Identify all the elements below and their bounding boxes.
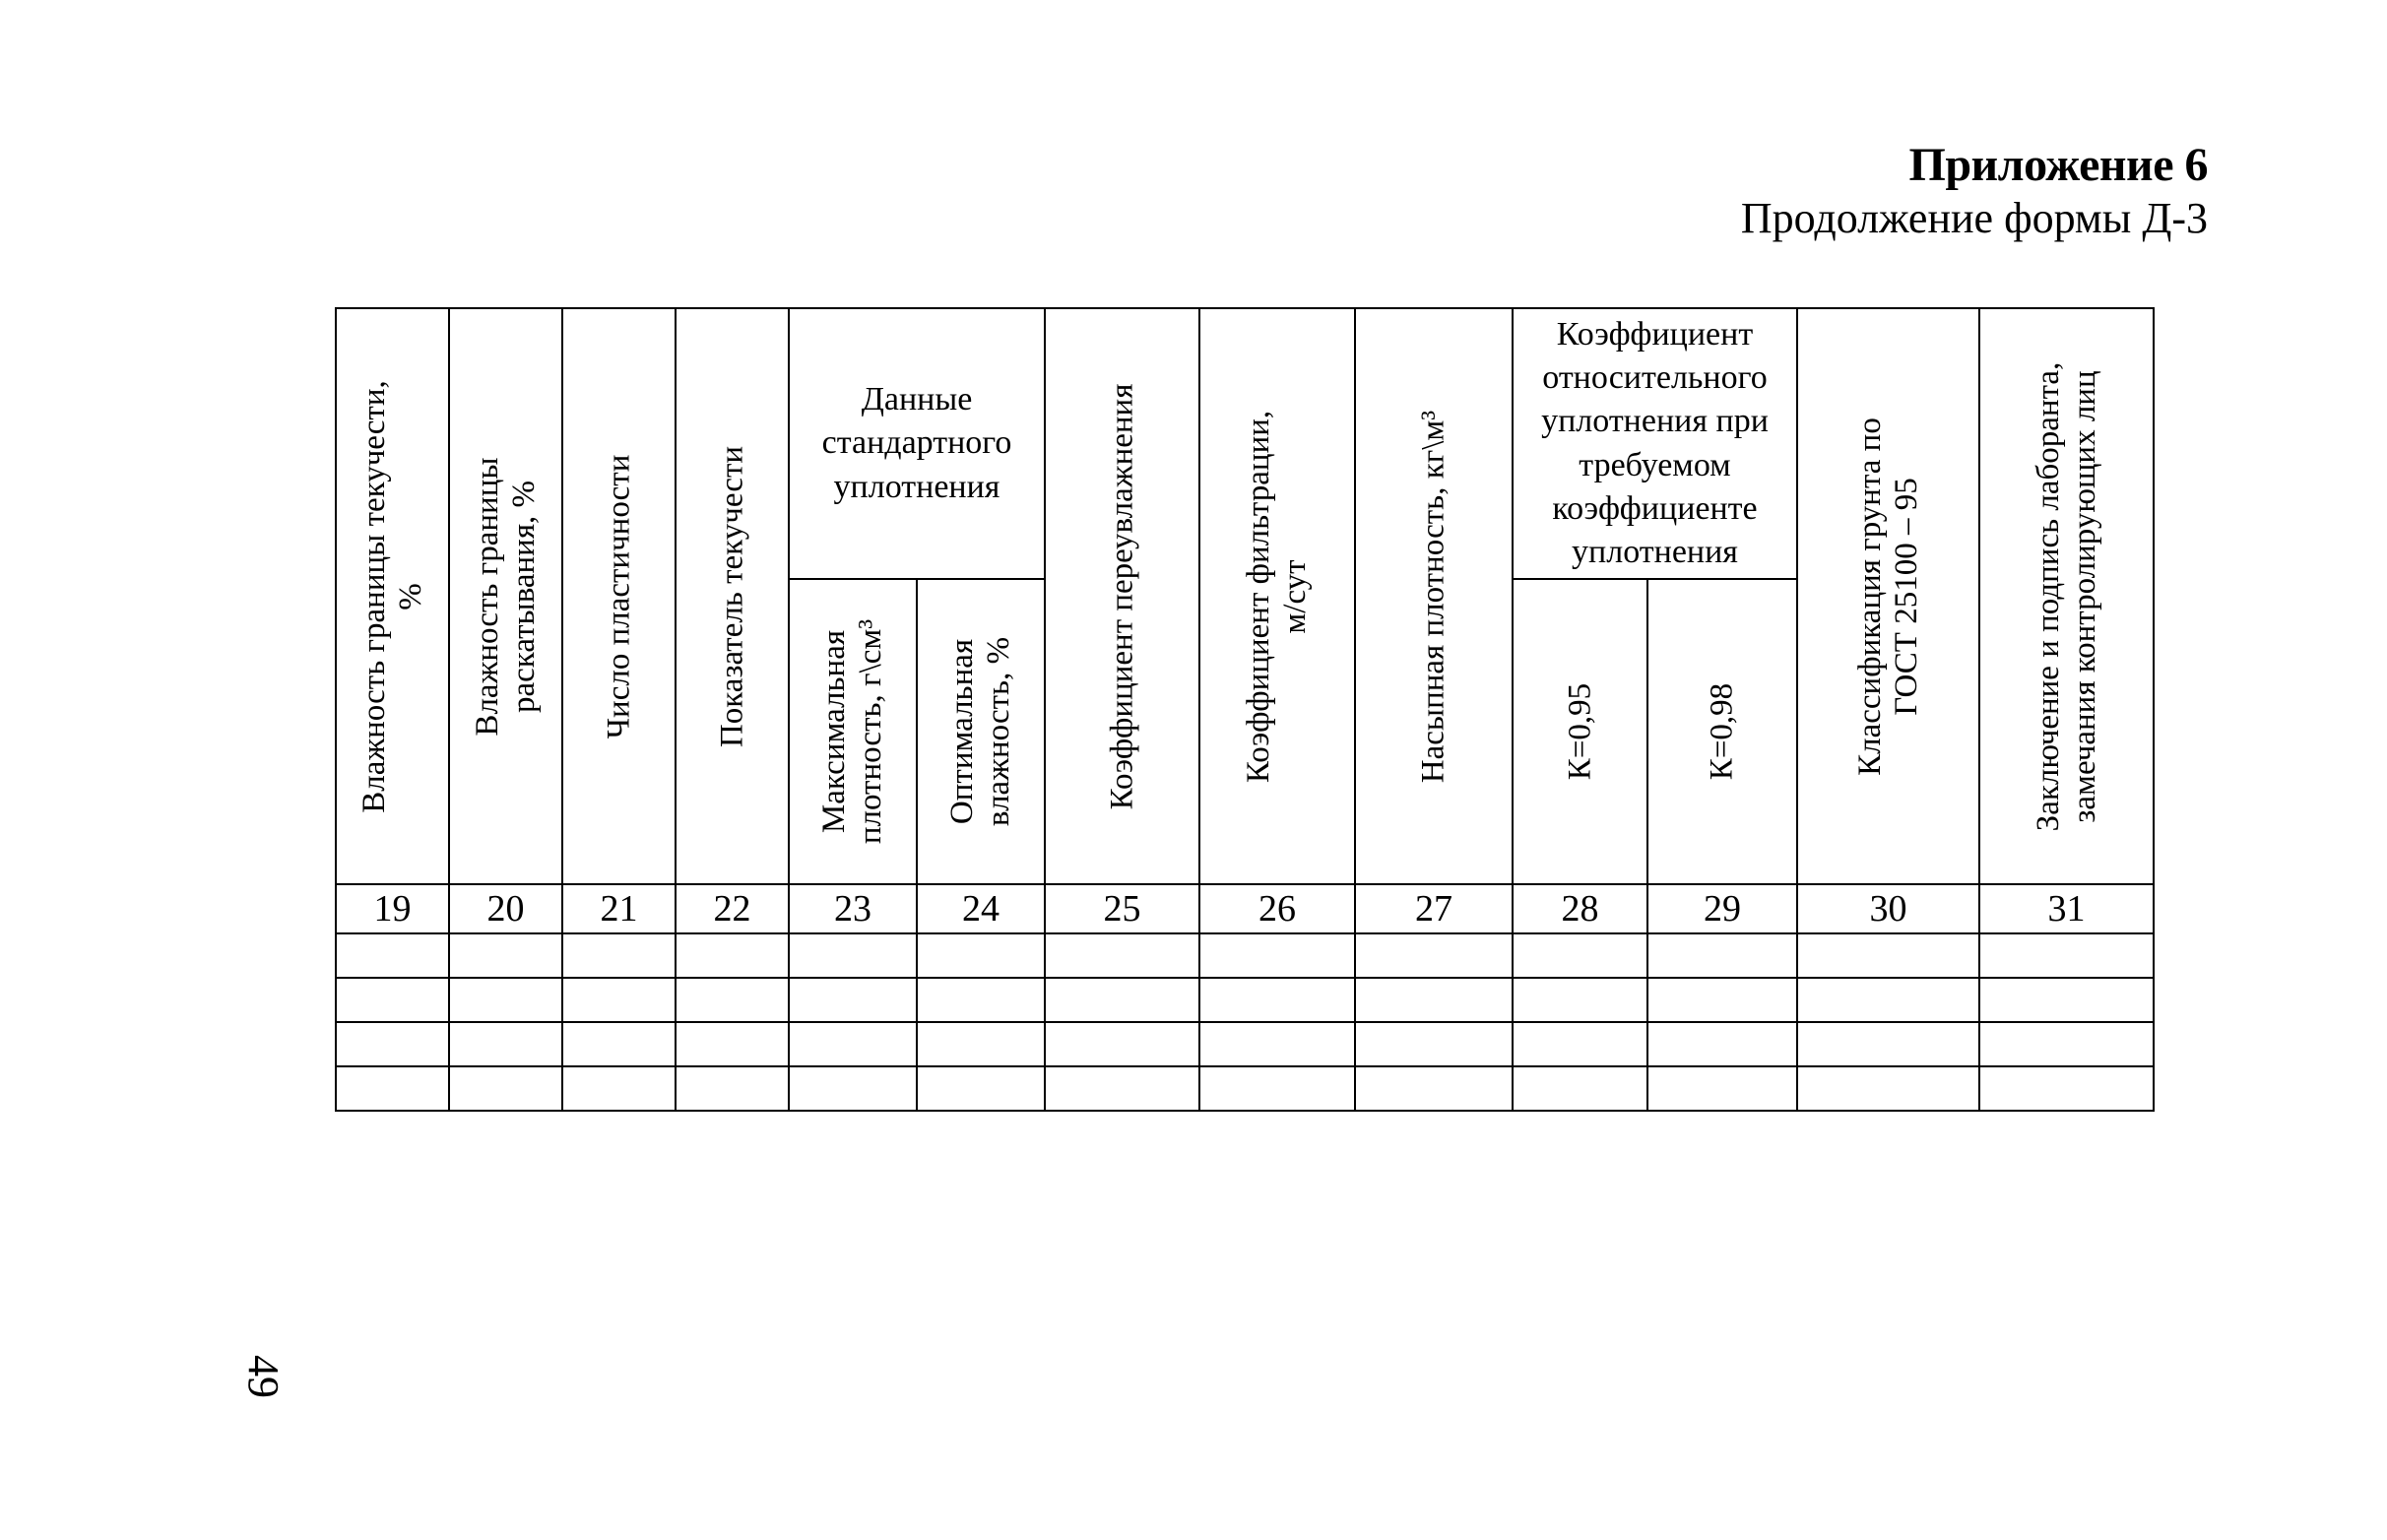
header-label: К=0,95 bbox=[1562, 682, 1598, 781]
table-cell[interactable] bbox=[449, 978, 562, 1022]
column-number: 21 bbox=[562, 884, 676, 933]
table-cell[interactable] bbox=[1045, 933, 1199, 978]
column-number: 19 bbox=[336, 884, 449, 933]
table-row bbox=[336, 933, 2154, 978]
header-cell-liquid-limit bbox=[336, 308, 449, 884]
header-cell-soil-classification bbox=[1797, 308, 1979, 884]
table-cell[interactable] bbox=[1797, 1066, 1979, 1111]
column-number-row bbox=[336, 884, 2154, 933]
column-number: 23 bbox=[789, 884, 917, 933]
column-number: 25 bbox=[1045, 884, 1199, 933]
header-label: Оптимальная влажность, % bbox=[944, 636, 1016, 827]
header-label: Влажность границы раскатывания, % bbox=[469, 456, 542, 737]
header-cell-conclusion-signature bbox=[1979, 308, 2154, 884]
header-label: Влажность границы текучести, % bbox=[355, 379, 428, 813]
column-number: 20 bbox=[449, 884, 562, 933]
table-cell[interactable] bbox=[336, 1066, 449, 1111]
table-cell[interactable] bbox=[789, 933, 917, 978]
table-cell[interactable] bbox=[1199, 933, 1355, 978]
table-cell[interactable] bbox=[449, 1022, 562, 1066]
header-label: К=0,98 bbox=[1704, 682, 1740, 781]
header-cell-k098 bbox=[1647, 579, 1797, 884]
table-cell[interactable] bbox=[1355, 978, 1513, 1022]
table-cell[interactable] bbox=[1199, 1066, 1355, 1111]
table-cell[interactable] bbox=[562, 1066, 676, 1111]
table-cell[interactable] bbox=[1979, 1066, 2154, 1111]
appendix-title: Приложение 6 bbox=[1908, 139, 2208, 191]
group-standard-compaction: Данные стандартного уплотнения bbox=[789, 308, 1045, 579]
table-cell[interactable] bbox=[1513, 933, 1647, 978]
form-d3-table bbox=[335, 307, 2155, 1112]
table-cell[interactable] bbox=[1045, 978, 1199, 1022]
table-cell[interactable] bbox=[1647, 1066, 1797, 1111]
column-number: 24 bbox=[917, 884, 1045, 933]
page-number: 49 bbox=[239, 1355, 288, 1398]
column-number: 30 bbox=[1797, 884, 1979, 933]
header-cell-plastic-limit bbox=[449, 308, 562, 884]
header-cell-filtration-coefficient bbox=[1199, 308, 1355, 884]
header-cell-plasticity-index bbox=[562, 308, 676, 884]
table-cell[interactable] bbox=[1647, 1022, 1797, 1066]
table-cell[interactable] bbox=[1199, 978, 1355, 1022]
header-label: Показатель текучести bbox=[714, 445, 750, 747]
column-number: 31 bbox=[1979, 884, 2154, 933]
header-cell-k095 bbox=[1513, 579, 1647, 884]
table-cell[interactable] bbox=[1513, 978, 1647, 1022]
table-cell[interactable] bbox=[917, 1066, 1045, 1111]
table-row bbox=[336, 978, 2154, 1022]
table-cell[interactable] bbox=[1045, 1066, 1199, 1111]
table-cell[interactable] bbox=[1979, 933, 2154, 978]
table-cell[interactable] bbox=[1513, 1066, 1647, 1111]
table-cell[interactable] bbox=[1045, 1022, 1199, 1066]
header-cell-overwetting-coefficient bbox=[1045, 308, 1199, 884]
column-number: 28 bbox=[1513, 884, 1647, 933]
table-cell[interactable] bbox=[336, 978, 449, 1022]
group-relative-compaction: Коэффициент относительного уплотнения при требуемом коэффициенте уплотнения bbox=[1513, 308, 1797, 579]
header-label: Заключение и подпись лаборанта, замечания контролирующих лиц bbox=[2030, 361, 2102, 831]
table-cell[interactable] bbox=[789, 1022, 917, 1066]
table-cell[interactable] bbox=[789, 1066, 917, 1111]
table-row bbox=[336, 1066, 2154, 1111]
table-cell[interactable] bbox=[336, 1022, 449, 1066]
table-cell[interactable] bbox=[1979, 978, 2154, 1022]
table-cell[interactable] bbox=[917, 1022, 1045, 1066]
table-cell[interactable] bbox=[676, 1066, 789, 1111]
table-cell[interactable] bbox=[449, 1066, 562, 1111]
header-cell-liquidity-index bbox=[676, 308, 789, 884]
table-cell[interactable] bbox=[562, 1022, 676, 1066]
header-cell-bulk-density bbox=[1355, 308, 1513, 884]
table-cell[interactable] bbox=[917, 978, 1045, 1022]
table-cell[interactable] bbox=[676, 933, 789, 978]
table-cell[interactable] bbox=[1979, 1022, 2154, 1066]
table-cell[interactable] bbox=[1355, 933, 1513, 978]
form-continuation-title: Продолжение формы Д-3 bbox=[1740, 194, 2208, 242]
table-cell[interactable] bbox=[676, 978, 789, 1022]
table-cell[interactable] bbox=[562, 978, 676, 1022]
header-cell-optimal-moisture bbox=[917, 579, 1045, 884]
table-cell[interactable] bbox=[1199, 1022, 1355, 1066]
header-cell-max-density bbox=[789, 579, 917, 884]
column-number: 26 bbox=[1199, 884, 1355, 933]
table-cell[interactable] bbox=[1797, 978, 1979, 1022]
column-number: 22 bbox=[676, 884, 789, 933]
header-label: Насыпная плотность, кг\м³ bbox=[1415, 410, 1452, 783]
table-cell[interactable] bbox=[1647, 933, 1797, 978]
column-number: 27 bbox=[1355, 884, 1513, 933]
table-cell[interactable] bbox=[1355, 1022, 1513, 1066]
table-cell[interactable] bbox=[1355, 1066, 1513, 1111]
table-cell[interactable] bbox=[1647, 978, 1797, 1022]
header-label: Классификация грунта по ГОСТ 25100 – 95 bbox=[1851, 417, 1924, 776]
header-label: Коэффициент фильтрации, м/сут bbox=[1241, 410, 1313, 783]
table-cell[interactable] bbox=[562, 933, 676, 978]
table-cell[interactable] bbox=[336, 933, 449, 978]
table-cell[interactable] bbox=[1797, 1022, 1979, 1066]
table-row bbox=[336, 1022, 2154, 1066]
column-number: 29 bbox=[1647, 884, 1797, 933]
header-label: Максимальная плотность, г\см³ bbox=[816, 618, 888, 845]
table-cell[interactable] bbox=[789, 978, 917, 1022]
table-cell[interactable] bbox=[676, 1022, 789, 1066]
table-cell[interactable] bbox=[917, 933, 1045, 978]
table-cell[interactable] bbox=[1513, 1022, 1647, 1066]
table-cell[interactable] bbox=[449, 933, 562, 978]
header-label: Число пластичности bbox=[601, 454, 637, 738]
header-label: Коэффициент переувлажнения bbox=[1104, 383, 1140, 809]
table-cell[interactable] bbox=[1797, 933, 1979, 978]
